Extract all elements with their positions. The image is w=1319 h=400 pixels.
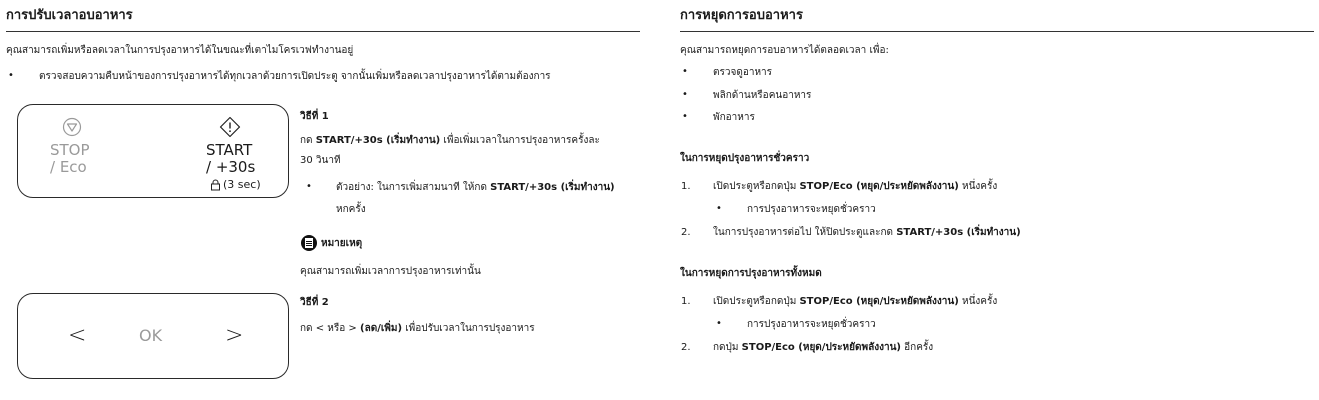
temp-step1-post: หนึ่งครั้ง <box>958 181 998 192</box>
full-step2-bold: STOP/Eco (หยุด/ประหยัดพลังงาน) <box>741 342 901 353</box>
full-step2 <box>713 341 933 355</box>
full-step1-post: หนึ่งครั้ง <box>958 296 998 307</box>
method1-line1-bold: START/+30s (เริ่มทำงาน) <box>315 135 441 146</box>
note-text: คุณสามารถเพิ่มเวลาการปรุงอาหารเท่านั้น <box>300 266 481 277</box>
bullet-dot: • <box>682 89 688 100</box>
step-number: 1. <box>681 296 691 307</box>
left-section <box>6 0 640 348</box>
stop-icon <box>62 117 82 137</box>
temp-step1-pre: เปิดประตูหรือกดปุ่ม <box>713 181 800 192</box>
full-step1-sub: การปรุงอาหารจะหยุดชั่วคราว <box>747 319 876 330</box>
temp-step1 <box>713 180 997 194</box>
temp-step1-sub: การปรุงอาหารจะหยุดชั่วคราว <box>747 204 876 215</box>
start-label: START <box>206 141 253 159</box>
method1-example-pre: ตัวอย่าง: ในการเพิ่มสามนาที ให้กด <box>336 182 491 193</box>
eco-label: / Eco <box>50 158 87 176</box>
section-title-stop-cooking: การหยุดการอบอาหาร <box>680 8 803 23</box>
step-number: 1. <box>681 181 691 192</box>
full-step1-pre: เปิดประตูหรือกดปุ่ม <box>713 296 800 307</box>
control-panel-ok <box>17 293 289 379</box>
method1-line1 <box>300 134 600 148</box>
temp-stop-heading: ในการหยุดปรุงอาหารชั่วคราว <box>680 153 810 164</box>
start-icon <box>219 116 241 138</box>
bullet-dot: • <box>716 203 722 214</box>
step-number: 2. <box>681 342 691 353</box>
bullet-text: ตรวจสอบความคืบหน้าของการปรุงอาหารได้ทุกเวลาด้วยการเปิดประตู จากนั้นเพิ่มหรือลดเวลาปรุงอาหารได้ตามต้องการ <box>39 71 551 82</box>
temp-step1-bold: STOP/Eco (หยุด/ประหยัดพลังงาน) <box>799 181 959 192</box>
method2-line-post: เพื่อปรับเวลาในการปรุงอาหาร <box>402 323 535 334</box>
bullet-dot: • <box>306 181 312 192</box>
temp-step2 <box>713 226 1021 240</box>
full-step1-bold: STOP/Eco (หยุด/ประหยัดพลังงาน) <box>799 296 959 307</box>
right-arrow-button: > <box>225 323 244 348</box>
right-section <box>680 0 1314 353</box>
bullet-dot: • <box>682 111 688 122</box>
full-step1 <box>713 295 997 309</box>
method1-example-line2: หกครั้ง <box>336 204 366 215</box>
lock-duration-label: (3 sec) <box>223 178 261 191</box>
full-step2-post: อีกครั้ง <box>901 342 934 353</box>
method1-line2: 30 วินาที <box>300 155 341 166</box>
bullet-check-food: ตรวจดูอาหาร <box>713 67 773 78</box>
intro-text: คุณสามารถเพิ่มหรือลดเวลาในการปรุงอาหารได้ในขณะที่เตาไมโครเวฟทำงานอยู่ <box>6 45 354 56</box>
method1-line1-pre: กด <box>300 135 316 146</box>
note-icon <box>301 235 317 251</box>
note-heading: หมายเหตุ <box>321 238 363 249</box>
method1-heading: วิธีที่ 1 <box>300 111 329 122</box>
bullet-dot: • <box>8 70 14 81</box>
method2-line-bold: (ลด/เพิ่ม) <box>360 323 403 334</box>
right-intro-text: คุณสามารถหยุดการอบอาหารได้ตลอดเวลา เพื่อ: <box>680 45 889 56</box>
method1-example-bold: START/+30s (เริ่มทำงาน) <box>490 182 615 193</box>
method1-example <box>336 181 615 195</box>
method2-heading: วิธีที่ 2 <box>300 297 329 308</box>
full-step2-pre: กดปุ่ม <box>713 342 742 353</box>
full-stop-heading: ในการหยุดการปรุงอาหารทั้งหมด <box>680 268 822 279</box>
control-panel-stop-start <box>17 104 289 198</box>
temp-step2-pre: ในการปรุงอาหารต่อไป ให้ปิดประตูและกด <box>713 227 897 238</box>
bullet-dot: • <box>682 66 688 77</box>
method1-line1-post: เพื่อเพิ่มเวลาในการปรุงอาหารครั้งละ <box>440 135 600 146</box>
bullet-dot: • <box>716 318 722 329</box>
temp-step2-bold: START/+30s (เริ่มทำงาน) <box>896 227 1021 238</box>
method2-line-pre: กด < หรือ > <box>300 323 360 334</box>
bullet-turn-stir: พลิกด้านหรือคนอาหาร <box>713 90 812 101</box>
lock-icon <box>210 179 221 191</box>
method2-line <box>300 322 535 336</box>
step-number: 2. <box>681 227 691 238</box>
section-divider <box>680 31 1314 32</box>
left-arrow-button: < <box>68 323 87 348</box>
stop-label: STOP <box>50 141 90 159</box>
plus30s-label: / +30s <box>206 158 256 176</box>
section-title-adjust-time: การปรับเวลาอบอาหาร <box>6 8 133 23</box>
bullet-rest-food: พักอาหาร <box>713 112 755 123</box>
section-divider <box>6 31 640 32</box>
ok-button: OK <box>139 326 163 345</box>
